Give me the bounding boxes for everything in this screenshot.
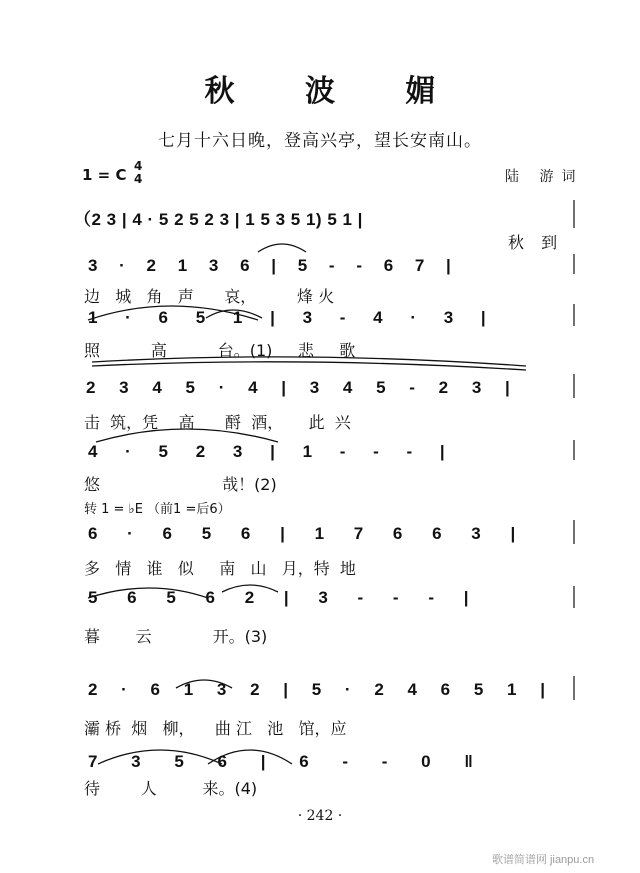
page-title: 秋 波 媚 — [204, 74, 466, 109]
system-6-lyrics: 多 情 谁 似 南 山 月，特 地 — [84, 559, 356, 578]
modulation-marking: 转 1 = ♭E （前1 =后6） — [84, 502, 231, 517]
system-1-notes: （2 3 | 4 · 5 2 5 2 3 | 1 5 3 5 1) 5 1 | — [74, 210, 363, 229]
subtitle: 七月十六日晚，登高兴亭，望长安南山。 — [158, 131, 482, 151]
slur — [222, 585, 278, 592]
system-3-lyrics: 照 高 台。(1) 悲 歌 — [84, 341, 356, 360]
system-8-notes: 2 · 6 1 3 2 | 5 · 2 4 6 5 1 | — [88, 680, 546, 699]
slur — [98, 750, 222, 764]
lyricist-credit: 陆 游词 — [505, 169, 584, 185]
phrase-line — [92, 362, 526, 370]
system-8-lyrics: 灞 桥 烟 柳， 曲 江 池 馆，应 — [84, 719, 347, 738]
system-3-notes: 1 · 6 5 1 | 3 - 4 · 3 | — [88, 308, 487, 327]
system-5-lyrics: 悠 哉！(2) — [84, 475, 277, 494]
slur — [96, 429, 278, 442]
system-9-lyrics: 待 人 来。(4) — [84, 779, 258, 798]
watermark: 歌谱简谱网 jianpu.cn — [492, 854, 595, 866]
slur — [176, 680, 232, 688]
page-number: · 242 · — [297, 808, 343, 824]
system-7-notes: 5 6 5 6 2 | 3 - - - | — [88, 588, 469, 607]
system-2-lyrics: 边 城 角 声 哀， 烽 火 — [84, 287, 335, 306]
key-signature: 1 = C — [82, 166, 127, 184]
time-signature-top: 4 — [134, 159, 143, 173]
system-4-notes: 2 3 4 5 · 4 | 3 4 5 - 2 3 | — [86, 378, 511, 397]
time-signature-bottom: 4 — [134, 172, 143, 186]
slur — [258, 244, 306, 252]
system-4-lyrics: 击 筑，凭 高 酹 酒， 此 兴 — [84, 413, 351, 432]
slur — [88, 306, 258, 320]
system-2-notes: 3 · 2 1 3 6 | 5 - - 6 7 | — [88, 256, 452, 275]
slur — [88, 588, 208, 598]
system-5-notes: 4 · 5 2 3 | 1 - - - | — [88, 442, 446, 461]
system-1-lyrics: 秋 到 — [508, 233, 564, 252]
slur — [208, 750, 292, 764]
system-7-lyrics: 暮 云 开。(3) — [84, 627, 268, 646]
system-9-notes: 7 3 5 6 | 6 - - 0 ‖ — [88, 752, 474, 771]
system-6-notes: 6 · 6 5 6 | 1 7 6 6 3 | — [88, 524, 516, 543]
